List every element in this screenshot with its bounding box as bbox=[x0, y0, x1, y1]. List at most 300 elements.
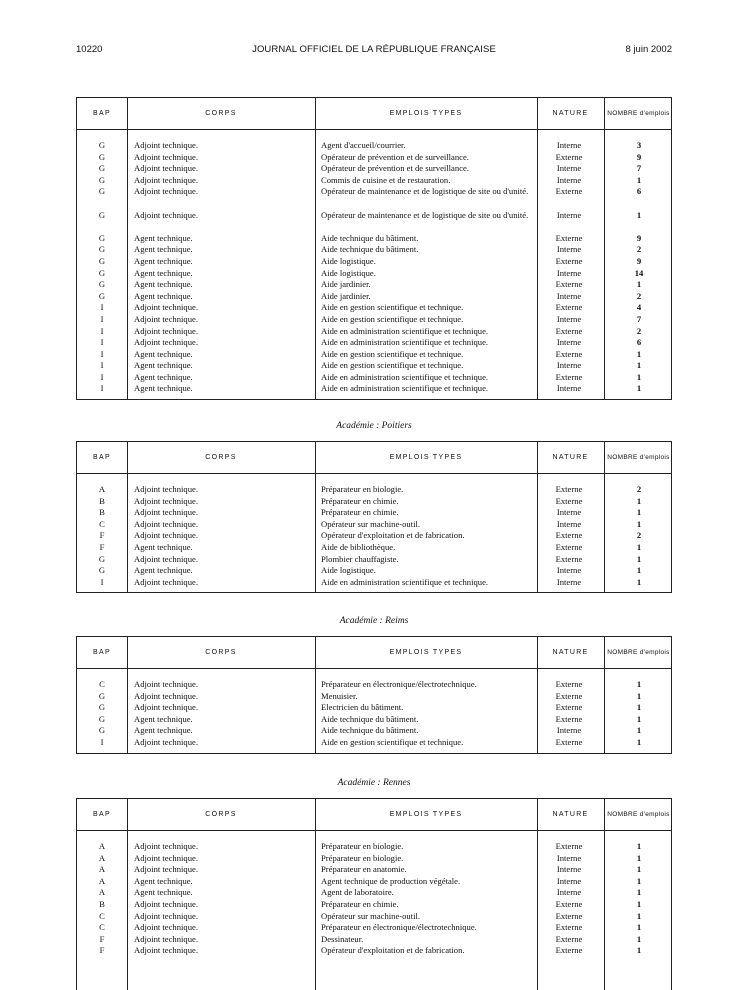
table-row bbox=[77, 887, 671, 899]
table-row bbox=[77, 922, 671, 934]
cell-bap: F bbox=[99, 530, 105, 541]
cell-nombre: 3 bbox=[636, 140, 642, 150]
cell-nombre: 1 bbox=[636, 360, 642, 371]
column-header-bap: BAP bbox=[93, 110, 111, 117]
cell-nature: Externe bbox=[555, 679, 583, 689]
cell-corps: Agent technique. bbox=[134, 232, 193, 243]
cell-nombre: 2 bbox=[636, 484, 642, 494]
cell-corps: Adjoint technique. bbox=[134, 553, 198, 564]
emplois-table bbox=[76, 798, 672, 990]
table-row bbox=[77, 679, 671, 691]
cell-bap: G bbox=[98, 140, 106, 150]
cell-emploi: Opérateur sur machine-outil. bbox=[321, 518, 421, 529]
emplois-table bbox=[76, 97, 672, 400]
table-header-row bbox=[77, 442, 671, 474]
cell-bap: G bbox=[98, 232, 106, 243]
cell-corps: Adjoint technique. bbox=[134, 495, 198, 506]
cell-nature: Externe bbox=[555, 495, 583, 506]
cell-corps: Agent technique. bbox=[134, 279, 193, 290]
table-row bbox=[77, 244, 671, 256]
cell-bap: G bbox=[98, 174, 106, 185]
column-header-emplois: EMPLOIS TYPES bbox=[389, 110, 463, 117]
column-header-corps: CORPS bbox=[205, 811, 237, 818]
cell-nature: Externe bbox=[555, 279, 583, 290]
column-divider bbox=[604, 637, 605, 753]
cell-nombre: 1 bbox=[636, 910, 642, 921]
cell-bap: B bbox=[99, 507, 105, 518]
cell-emploi: Aide en administration scientifique et technique. bbox=[321, 576, 489, 587]
column-header-nature: NATURE bbox=[552, 454, 589, 461]
cell-corps: Agent technique. bbox=[134, 383, 193, 394]
cell-nombre: 2 bbox=[636, 290, 642, 301]
cell-nombre: 1 bbox=[636, 679, 642, 689]
cell-nombre: 1 bbox=[636, 898, 642, 909]
cell-bap: G bbox=[98, 244, 106, 255]
cell-emploi: Aide en administration scientifique et technique. bbox=[321, 325, 489, 336]
table-row bbox=[77, 186, 671, 209]
column-header-nature: NATURE bbox=[552, 649, 589, 656]
cell-emploi: Agent de laboratoire. bbox=[321, 887, 394, 898]
cell-bap: C bbox=[99, 518, 105, 529]
cell-nombre: 2 bbox=[636, 325, 642, 336]
cell-corps: Adjoint technique. bbox=[134, 736, 198, 747]
cell-corps: Adjoint technique. bbox=[134, 864, 198, 875]
cell-bap: I bbox=[100, 313, 104, 324]
cell-nature: Externe bbox=[555, 736, 583, 747]
cell-nature: Externe bbox=[555, 910, 583, 921]
cell-nature: Externe bbox=[555, 348, 583, 359]
cell-corps: Adjoint technique. bbox=[134, 302, 198, 313]
cell-emploi: Aide technique du bâtiment. bbox=[321, 232, 419, 243]
publication-date: 8 juin 2002 bbox=[625, 44, 672, 55]
cell-nature: Interne bbox=[556, 565, 582, 576]
cell-emploi: Opérateur de prévention et de surveillance. bbox=[321, 163, 469, 174]
cell-bap: G bbox=[98, 565, 106, 576]
column-header-nombre: NOMBRE d'emplois bbox=[607, 810, 670, 818]
cell-bap: A bbox=[98, 484, 106, 494]
table-row bbox=[77, 279, 671, 291]
cell-nombre: 1 bbox=[636, 174, 642, 185]
cell-nature: Externe bbox=[555, 922, 583, 933]
cell-bap: B bbox=[99, 898, 105, 909]
table-row bbox=[77, 945, 671, 957]
cell-emploi: Préparateur en biologie. bbox=[321, 484, 404, 494]
cell-emploi: Dessinateur. bbox=[321, 933, 364, 944]
cell-nature: Interne bbox=[556, 875, 582, 886]
cell-emploi: Plombier chauffagiste. bbox=[321, 553, 399, 564]
cell-corps: Adjoint technique. bbox=[134, 209, 198, 220]
cell-nombre: 1 bbox=[636, 518, 642, 529]
table-row bbox=[77, 314, 671, 326]
cell-corps: Adjoint technique. bbox=[134, 702, 198, 713]
cell-bap: I bbox=[100, 371, 104, 382]
column-header-emplois: EMPLOIS TYPES bbox=[389, 454, 463, 461]
cell-corps: Agent technique. bbox=[134, 290, 193, 301]
cell-nature: Interne bbox=[556, 140, 582, 150]
cell-nature: Externe bbox=[555, 690, 583, 701]
column-header-corps: CORPS bbox=[205, 649, 237, 656]
table-row bbox=[77, 360, 671, 372]
cell-nombre: 6 bbox=[636, 337, 642, 348]
cell-nombre: 9 bbox=[636, 255, 642, 266]
table-row bbox=[77, 911, 671, 923]
cell-nombre: 2 bbox=[636, 244, 642, 255]
cell-nature: Interne bbox=[556, 725, 582, 736]
column-header-bap: BAP bbox=[93, 811, 111, 818]
cell-nature: Externe bbox=[555, 325, 583, 336]
cell-bap: C bbox=[99, 910, 105, 921]
cell-bap: G bbox=[98, 290, 106, 301]
cell-nature: Externe bbox=[555, 541, 583, 552]
table-row bbox=[77, 233, 671, 245]
column-header-nature: NATURE bbox=[552, 110, 589, 117]
table-header-row bbox=[77, 98, 671, 130]
cell-nature: Externe bbox=[555, 232, 583, 243]
cell-corps: Adjoint technique. bbox=[134, 679, 198, 689]
cell-corps: Agent technique. bbox=[134, 713, 193, 724]
cell-emploi: Aide technique du bâtiment. bbox=[321, 244, 419, 255]
cell-bap: I bbox=[100, 337, 104, 348]
cell-emploi: Aide en gestion scientifique et technique. bbox=[321, 736, 464, 747]
cell-nombre: 1 bbox=[636, 887, 642, 898]
cell-corps: Adjoint technique. bbox=[134, 337, 198, 348]
cell-corps: Agent technique. bbox=[134, 725, 193, 736]
cell-emploi: Préparateur en électronique/électrotechnique. bbox=[321, 922, 477, 933]
journal-title: JOURNAL OFFICIEL DE LA RÉPUBLIQUE FRANÇAISE bbox=[252, 44, 496, 55]
cell-bap: A bbox=[98, 864, 106, 875]
academie-caption: Académie : Reims bbox=[339, 616, 409, 626]
table-row bbox=[77, 714, 671, 726]
cell-emploi: Aide en administration scientifique et technique. bbox=[321, 371, 489, 382]
cell-bap: A bbox=[98, 875, 106, 886]
table-row bbox=[77, 268, 671, 280]
table-row bbox=[77, 577, 671, 589]
cell-corps: Adjoint technique. bbox=[134, 841, 198, 851]
cell-emploi: Aide technique du bâtiment. bbox=[321, 713, 419, 724]
table-row bbox=[77, 256, 671, 268]
cell-corps: Adjoint technique. bbox=[134, 898, 198, 909]
cell-corps: Agent technique. bbox=[134, 371, 193, 382]
table-row bbox=[77, 349, 671, 361]
cell-emploi: Opérateur de maintenance et de logistique de site ou d'unité. bbox=[321, 186, 529, 197]
cell-nombre: 1 bbox=[636, 565, 642, 576]
table-row bbox=[77, 864, 671, 876]
cell-bap: G bbox=[98, 267, 106, 278]
cell-emploi: Préparateur en anatomie. bbox=[321, 864, 407, 875]
cell-bap: C bbox=[99, 679, 105, 689]
cell-nombre: 14 bbox=[634, 267, 644, 278]
column-divider bbox=[537, 98, 538, 399]
column-divider bbox=[315, 442, 316, 592]
table-row bbox=[77, 496, 671, 508]
cell-corps: Agent technique. bbox=[134, 244, 193, 255]
page-number: 10220 bbox=[76, 44, 103, 55]
cell-nombre: 1 bbox=[636, 875, 642, 886]
cell-nombre: 1 bbox=[636, 945, 642, 956]
cell-nombre: 1 bbox=[636, 507, 642, 518]
cell-emploi: Opérateur d'exploitation et de fabrication. bbox=[321, 945, 465, 956]
column-header-emplois: EMPLOIS TYPES bbox=[389, 649, 463, 656]
cell-nature: Interne bbox=[556, 864, 582, 875]
cell-nombre: 7 bbox=[636, 163, 642, 174]
cell-nature: Externe bbox=[555, 151, 583, 162]
cell-emploi: Aide en gestion scientifique et technique. bbox=[321, 360, 464, 371]
emplois-table bbox=[76, 636, 672, 754]
cell-emploi: Préparateur en chimie. bbox=[321, 495, 399, 506]
cell-bap: I bbox=[100, 360, 104, 371]
table-row bbox=[77, 484, 671, 496]
cell-corps: Adjoint technique. bbox=[134, 507, 198, 518]
column-divider bbox=[537, 442, 538, 592]
cell-bap: F bbox=[99, 541, 105, 552]
cell-emploi: Opérateur d'exploitation et de fabrication. bbox=[321, 530, 465, 541]
cell-nombre: 4 bbox=[636, 302, 642, 313]
cell-nombre: 1 bbox=[636, 852, 642, 863]
cell-bap: C bbox=[99, 922, 105, 933]
cell-nature: Interne bbox=[556, 313, 582, 324]
cell-nombre: 1 bbox=[636, 690, 642, 701]
cell-emploi: Aide en gestion scientifique et technique. bbox=[321, 302, 464, 313]
cell-corps: Agent technique. bbox=[134, 360, 193, 371]
cell-bap: F bbox=[99, 933, 105, 944]
cell-corps: Agent technique. bbox=[134, 267, 193, 278]
cell-corps: Agent technique. bbox=[134, 255, 193, 266]
table-row bbox=[77, 326, 671, 338]
cell-corps: Adjoint technique. bbox=[134, 530, 198, 541]
column-divider bbox=[604, 442, 605, 592]
column-header-emplois: EMPLOIS TYPES bbox=[389, 811, 463, 818]
cell-emploi: Agent d'accueil/courrier. bbox=[321, 140, 406, 150]
cell-bap: I bbox=[100, 302, 104, 313]
cell-nombre: 1 bbox=[636, 541, 642, 552]
cell-bap: F bbox=[99, 945, 105, 956]
cell-corps: Adjoint technique. bbox=[134, 576, 198, 587]
column-header-bap: BAP bbox=[93, 649, 111, 656]
table-row bbox=[77, 372, 671, 384]
cell-emploi: Electricien du bâtiment. bbox=[321, 702, 404, 713]
cell-nature: Interne bbox=[556, 244, 582, 255]
cell-emploi: Aide en administration scientifique et technique. bbox=[321, 383, 489, 394]
table-row bbox=[77, 530, 671, 542]
cell-emploi: Aide en gestion scientifique et technique. bbox=[321, 348, 464, 359]
cell-emploi: Aide en gestion scientifique et technique. bbox=[321, 313, 464, 324]
cell-emploi: Opérateur sur machine-outil. bbox=[321, 910, 421, 921]
cell-bap: G bbox=[98, 553, 106, 564]
academie-caption: Académie : Rennes bbox=[337, 778, 411, 788]
cell-nature: Interne bbox=[556, 337, 582, 348]
cell-nombre: 1 bbox=[636, 576, 642, 587]
cell-emploi: Menuisier. bbox=[321, 690, 358, 701]
column-divider bbox=[127, 98, 128, 399]
column-divider bbox=[315, 799, 316, 990]
cell-corps: Adjoint technique. bbox=[134, 186, 198, 197]
column-header-nombre: NOMBRE d'emplois bbox=[607, 648, 670, 656]
cell-nature: Interne bbox=[556, 852, 582, 863]
cell-nature: Interne bbox=[556, 518, 582, 529]
column-header-nombre: NOMBRE d'emplois bbox=[607, 453, 670, 461]
column-header-corps: CORPS bbox=[205, 110, 237, 117]
cell-nombre: 1 bbox=[636, 933, 642, 944]
table-row bbox=[77, 302, 671, 314]
table-row bbox=[77, 542, 671, 554]
cell-nombre: 1 bbox=[636, 841, 642, 851]
cell-emploi: Aide de bibliothèque. bbox=[321, 541, 396, 552]
table-row bbox=[77, 507, 671, 519]
cell-nature: Interne bbox=[556, 507, 582, 518]
table-row bbox=[77, 175, 671, 187]
table-row bbox=[77, 899, 671, 911]
table-row bbox=[77, 152, 671, 164]
cell-nombre: 1 bbox=[636, 702, 642, 713]
cell-nature: Externe bbox=[555, 841, 583, 851]
cell-nature: Interne bbox=[556, 360, 582, 371]
column-divider bbox=[127, 637, 128, 753]
cell-nature: Externe bbox=[555, 186, 583, 197]
cell-emploi: Aide jardinier. bbox=[321, 290, 371, 301]
cell-nombre: 1 bbox=[636, 348, 642, 359]
cell-nombre: 1 bbox=[636, 279, 642, 290]
column-divider bbox=[537, 799, 538, 990]
cell-nombre: 7 bbox=[636, 313, 642, 324]
cell-corps: Adjoint technique. bbox=[134, 910, 198, 921]
cell-nature: Externe bbox=[555, 945, 583, 956]
cell-emploi: Aide technique du bâtiment. bbox=[321, 725, 419, 736]
cell-emploi: Agent technique de production végétale. bbox=[321, 875, 461, 886]
cell-bap: G bbox=[98, 255, 106, 266]
cell-emploi: Préparateur en électronique/électrotechnique. bbox=[321, 679, 477, 689]
cell-nombre: 1 bbox=[636, 713, 642, 724]
table-row bbox=[77, 140, 671, 152]
cell-nature: Externe bbox=[555, 371, 583, 382]
academie-caption: Académie : Poitiers bbox=[336, 421, 412, 431]
cell-corps: Adjoint technique. bbox=[134, 151, 198, 162]
cell-emploi: Aide en administration scientifique et technique. bbox=[321, 337, 489, 348]
table-row bbox=[77, 853, 671, 865]
cell-emploi: Opérateur de maintenance et de logistique de site ou d'unité. bbox=[321, 209, 529, 220]
cell-emploi: Préparateur en chimie. bbox=[321, 898, 399, 909]
cell-bap: G bbox=[98, 151, 106, 162]
cell-nature: Interne bbox=[556, 383, 582, 394]
table-row bbox=[77, 934, 671, 946]
cell-nombre: 2 bbox=[636, 530, 642, 541]
cell-corps: Adjoint technique. bbox=[134, 484, 198, 494]
cell-nombre: 1 bbox=[636, 371, 642, 382]
cell-bap: G bbox=[98, 725, 106, 736]
column-divider bbox=[127, 442, 128, 592]
table-row bbox=[77, 841, 671, 853]
cell-nombre: 1 bbox=[636, 725, 642, 736]
cell-corps: Agent technique. bbox=[134, 887, 193, 898]
cell-bap: G bbox=[98, 279, 106, 290]
cell-nature: Interne bbox=[556, 267, 582, 278]
cell-bap: B bbox=[99, 495, 105, 506]
cell-nombre: 1 bbox=[636, 383, 642, 394]
page-header bbox=[76, 44, 672, 58]
table-row bbox=[77, 737, 671, 749]
cell-corps: Agent technique. bbox=[134, 541, 193, 552]
cell-nombre: 9 bbox=[636, 151, 642, 162]
cell-nombre: 1 bbox=[636, 209, 642, 220]
cell-nature: Externe bbox=[555, 713, 583, 724]
table-row bbox=[77, 691, 671, 703]
cell-nature: Externe bbox=[555, 302, 583, 313]
cell-nature: Interne bbox=[556, 174, 582, 185]
cell-corps: Adjoint technique. bbox=[134, 174, 198, 185]
cell-emploi: Préparateur en chimie. bbox=[321, 507, 399, 518]
cell-nature: Interne bbox=[556, 576, 582, 587]
column-divider bbox=[315, 637, 316, 753]
cell-emploi: Opérateur de prévention et de surveillance. bbox=[321, 151, 469, 162]
cell-emploi: Aide logistique. bbox=[321, 255, 376, 266]
table-row bbox=[77, 383, 671, 395]
cell-nombre: 1 bbox=[636, 922, 642, 933]
column-header-bap: BAP bbox=[93, 454, 111, 461]
cell-bap: A bbox=[98, 841, 106, 851]
cell-nature: Interne bbox=[556, 887, 582, 898]
table-row bbox=[77, 565, 671, 577]
column-divider bbox=[604, 799, 605, 990]
cell-nature: Externe bbox=[555, 702, 583, 713]
cell-bap: I bbox=[100, 348, 104, 359]
column-header-nombre: NOMBRE d'emplois bbox=[607, 109, 670, 117]
column-divider bbox=[127, 799, 128, 990]
cell-emploi: Aide logistique. bbox=[321, 565, 376, 576]
cell-emploi: Aide logistique. bbox=[321, 267, 376, 278]
cell-nature: Interne bbox=[556, 290, 582, 301]
cell-corps: Adjoint technique. bbox=[134, 313, 198, 324]
cell-nature: Interne bbox=[556, 163, 582, 174]
cell-bap: G bbox=[98, 690, 106, 701]
column-divider bbox=[604, 98, 605, 399]
cell-nature: Interne bbox=[556, 209, 582, 220]
cell-corps: Adjoint technique. bbox=[134, 852, 198, 863]
cell-corps: Adjoint technique. bbox=[134, 140, 198, 150]
cell-nature: Externe bbox=[555, 933, 583, 944]
cell-corps: Adjoint technique. bbox=[134, 933, 198, 944]
table-row bbox=[77, 337, 671, 349]
cell-nature: Externe bbox=[555, 530, 583, 541]
column-header-corps: CORPS bbox=[205, 454, 237, 461]
table-row bbox=[77, 876, 671, 888]
cell-bap: G bbox=[98, 209, 106, 220]
cell-nombre: 6 bbox=[636, 186, 642, 197]
cell-nature: Externe bbox=[555, 255, 583, 266]
cell-nature: Externe bbox=[555, 484, 583, 494]
cell-nature: Externe bbox=[555, 898, 583, 909]
cell-bap: G bbox=[98, 163, 106, 174]
cell-corps: Agent technique. bbox=[134, 565, 193, 576]
cell-emploi: Commis de cuisine et de restauration. bbox=[321, 174, 451, 185]
cell-bap: A bbox=[98, 852, 106, 863]
cell-corps: Agent technique. bbox=[134, 875, 193, 886]
cell-emploi: Préparateur en biologie. bbox=[321, 852, 404, 863]
cell-corps: Adjoint technique. bbox=[134, 922, 198, 933]
cell-corps: Agent technique. bbox=[134, 348, 193, 359]
table-row bbox=[77, 210, 671, 233]
column-divider bbox=[315, 98, 316, 399]
cell-bap: G bbox=[98, 713, 106, 724]
cell-nombre: 1 bbox=[636, 864, 642, 875]
cell-bap: I bbox=[100, 325, 104, 336]
cell-corps: Adjoint technique. bbox=[134, 945, 198, 956]
cell-corps: Adjoint technique. bbox=[134, 325, 198, 336]
table-row bbox=[77, 702, 671, 714]
table-row bbox=[77, 291, 671, 303]
cell-emploi: Préparateur en biologie. bbox=[321, 841, 404, 851]
cell-nature: Externe bbox=[555, 553, 583, 564]
cell-nombre: 1 bbox=[636, 553, 642, 564]
column-header-nature: NATURE bbox=[552, 811, 589, 818]
